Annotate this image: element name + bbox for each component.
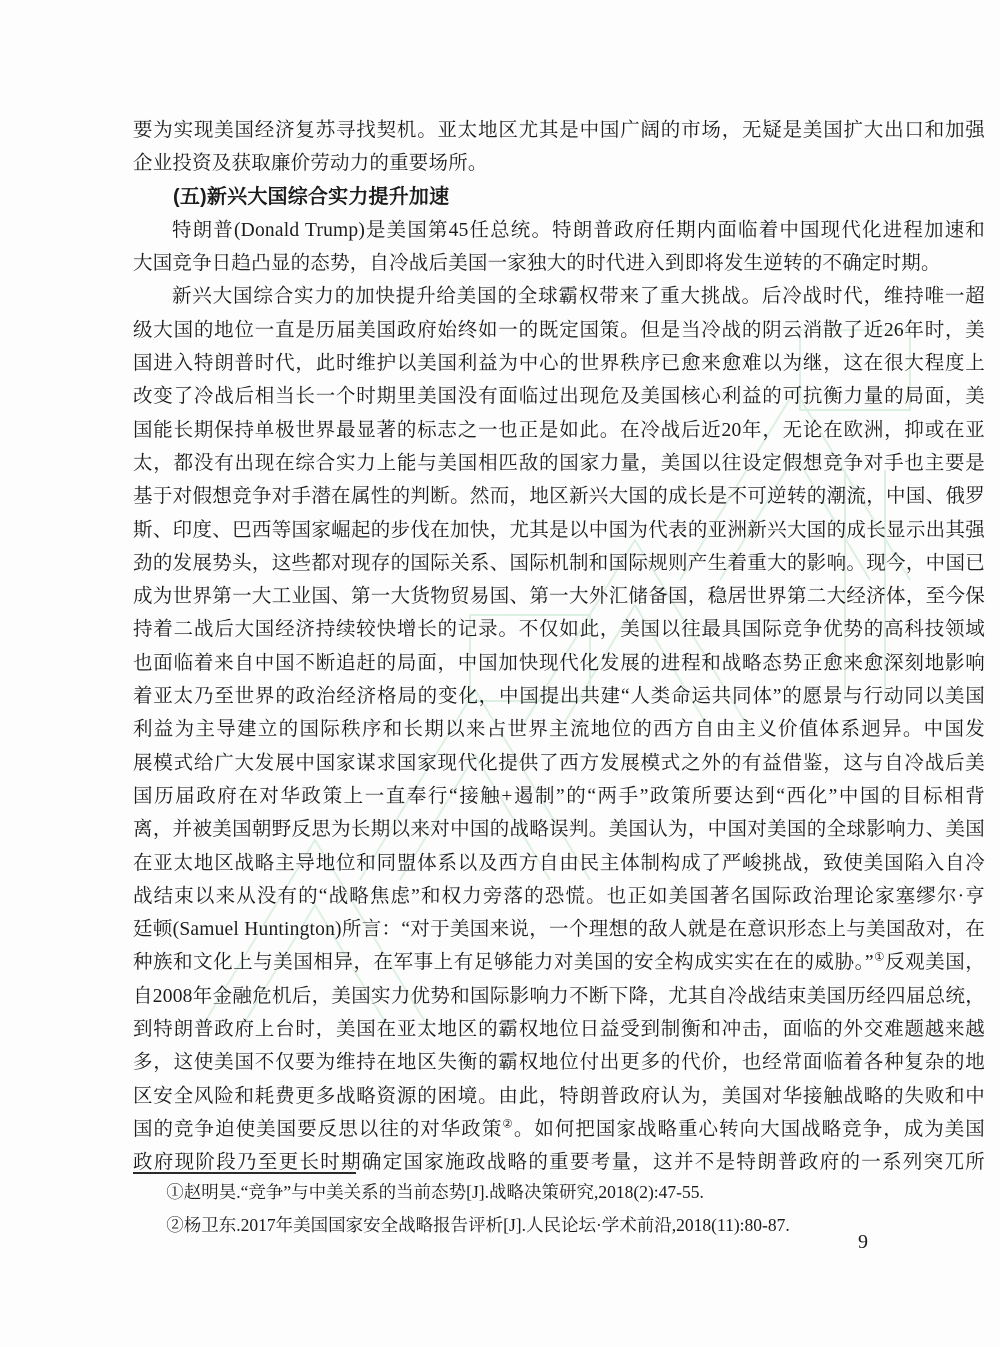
text-line: 改变了冷战后相当长一个时期里美国没有面临过出现危及美国核心利益的可抗衡力量的局面，美 <box>133 386 985 408</box>
text-line <box>133 1113 985 1146</box>
text-segment: 反观美国， <box>885 952 985 974</box>
text-line <box>133 946 985 979</box>
text-line: 多，这使美国不仅要为维持在地区失衡的霸权地位付出更多的代价，也经常面临着各种复杂的地 <box>133 1052 985 1074</box>
text-line: 区安全风险和耗费更多战略资源的困境。由此，特朗普政府认为，美国对华接触战略的失败和中 <box>133 1085 985 1107</box>
text-line: 劲的发展势头，这些都对现存的国际关系、国际机制和国际规则产生着重大的影响。现今，中国已 <box>133 552 985 574</box>
page-number: 9 <box>858 1231 868 1253</box>
text-line: 利益为主导建立的国际秩序和长期以来占世界主流地位的西方自由主义价值体系迥异。中国发 <box>133 719 985 741</box>
text-line: 持着二战后大国经济持续较快增长的记录。不仅如此，美国以往最具国际竞争优势的高科技领域 <box>133 619 985 641</box>
text-line: 太，都没有出现在综合实力上能与美国相匹敌的国家力量，美国以往设定假想竞争对手也主要是 <box>133 452 985 474</box>
text-line: 廷顿(Samuel Huntington)所言：“对于美国来说，一个理想的敌人就是在意识形态上与美国敌对，在 <box>133 919 985 941</box>
text-line: 大国竞争日趋凸显的态势，自冷战后美国一家独大的时代进入到即将发生逆转的不确定时期。 <box>133 253 941 275</box>
text-line: 斯、印度、巴西等国家崛起的步伐在加快，尤其是以中国为代表的亚洲新兴大国的成长显示出其强 <box>133 519 985 541</box>
footnote: ①赵明昊.“竞争”与中美关系的当前态势[J].战略决策研究,2018(2):47-55. <box>166 1182 704 1202</box>
text-line: 也面临着来自中国不断追赶的局面，中国加快现代化发展的进程和战略态势正愈来愈深刻地影响 <box>133 652 985 674</box>
text-line: 着亚太乃至世界的政治经济格局的变化，中国提出共建“人类命运共同体”的愿景与行动同以美国 <box>133 686 985 708</box>
text-line: 到特朗普政府上台时，美国在亚太地区的霸权地位日益受到制衡和冲击，面临的外交难题越来越 <box>133 1019 985 1041</box>
text-segment: 国的竞争迫使美国要反思以往的对华政策 <box>133 1118 503 1140</box>
text-segment: 种族和文化上与美国相异，在军事上有足够能力对美国的安全构成实实在在的威胁。” <box>133 952 874 974</box>
footnote: ②杨卫东.2017年美国国家安全战略报告评析[J].人民论坛·学术前沿,2018(11):80-87. <box>166 1215 790 1235</box>
footnote-ref: ② <box>502 1117 514 1131</box>
text-line: 战结束以来从没有的“战略焦虑”和权力旁落的恐慌。也正如美国著名国际政治理论家塞缪尔·亨 <box>133 885 985 907</box>
text-line: 成为世界第一大工业国、第一大货物贸易国、第一大外汇储备国，稳居世界第二大经济体，至今保 <box>133 586 985 608</box>
text-line: 新兴大国综合实力的加快提升给美国的全球霸权带来了重大挑战。后冷战时代，维持唯一超 <box>172 286 985 308</box>
section-heading: (五)新兴大国综合实力提升加速 <box>173 185 450 208</box>
text-line: 国进入特朗普时代，此时维护以美国利益为中心的世界秩序已愈来愈难以为继，这在很大程度上 <box>133 353 985 375</box>
text-line: 级大国的地位一直是历届美国政府始终如一的既定国策。但是当冷战的阴云消散了近26年时，美 <box>133 319 985 341</box>
text-line: 离，并被美国朝野反思为长期以来对中国的战略误判。美国认为，中国对美国的全球影响力、美国 <box>133 819 985 841</box>
text-segment: 。如何把国家战略重心转向大国战略竞争，成为美国 <box>513 1118 985 1140</box>
footnote-separator <box>133 1172 356 1174</box>
footnote-ref: ① <box>873 950 886 964</box>
body-text <box>133 114 985 1180</box>
text-line: 国能长期保持单极世界最显著的标志之一也正是如此。在冷战后近20年，无论在欧洲，抑或在亚 <box>133 419 985 441</box>
text-line: 展模式给广大发展中国家谋求国家现代化提供了西方发展模式之外的有益借鉴，这与自冷战后美 <box>133 752 985 774</box>
text-line: 企业投资及获取廉价劳动力的重要场所。 <box>133 153 488 175</box>
text-line: 自2008年金融危机后，美国实力优势和国际影响力不断下降，尤其自冷战结束美国历经四届总统， <box>133 985 985 1007</box>
text-line: 基于对假想竞争对手潜在属性的判断。然而，地区新兴大国的成长是不可逆转的潮流，中国、俄罗 <box>133 486 985 508</box>
text-line: 特朗普(Donald Trump)是美国第45任总统。特朗普政府任期内面临着中国现代化进程加速和 <box>172 219 985 241</box>
text-line: 国历届政府在对华政策上一直奉行“接触+遏制”的“两手”政策所要达到“西化”中国的目标相背 <box>133 785 985 807</box>
text-line: 在亚太地区战略主导地位和同盟体系以及西方自由民主体制构成了严峻挑战，致使美国陷入自冷 <box>133 852 985 874</box>
text-line: 要为实现美国经济复苏寻找契机。亚太地区尤其是中国广阔的市场，无疑是美国扩大出口和加强 <box>133 120 985 141</box>
text-line: 政府现阶段乃至更长时期确定国家施政战略的重要考量，这并不是特朗普政府的一系列突兀所 <box>133 1152 985 1174</box>
